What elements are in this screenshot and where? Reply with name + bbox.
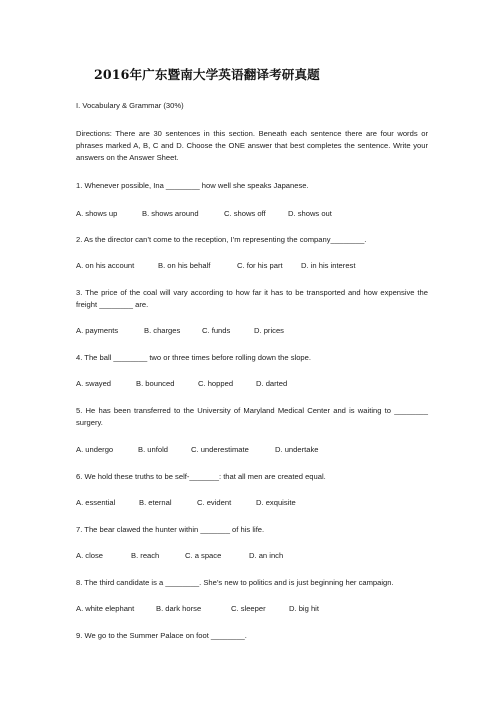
option-d: D. darted <box>256 379 288 388</box>
option-b: B. eternal <box>139 498 172 507</box>
option-d: D. in his interest <box>301 261 356 270</box>
directions-text: Directions: There are 30 sentences in this section. Beneath each sentence there are four words or phrases marked A, B, C and D. Choose the ONE answer that best completes the sentence. Write your answers on the Answer Sheet. <box>76 129 428 163</box>
question-1-options <box>76 209 332 218</box>
option-c: C. hopped <box>198 379 234 388</box>
question-4-stem: 4. The ball ________ two or three times before rolling down the slope. <box>76 353 311 362</box>
option-c: C. sleeper <box>231 604 266 613</box>
option-c: C. shows off <box>224 209 266 218</box>
option-c: C. funds <box>202 326 231 335</box>
option-a: A. undergo <box>76 445 114 454</box>
question-5-stem: 5. He has been transferred to the University of Maryland Medical Center and is waiting to ________ surgery. <box>76 406 428 428</box>
option-a: A. on his account <box>76 261 135 270</box>
question-8-stem: 8. The third candidate is a ________. She’s new to politics and is just beginning her campaign. <box>76 578 394 587</box>
option-a: A. white elephant <box>76 604 135 613</box>
question-3-options <box>76 326 284 335</box>
option-d: D. undertake <box>275 445 319 454</box>
question-7-stem: 7. The bear clawed the hunter within _______ of his life. <box>76 525 265 534</box>
question-7-options <box>76 551 283 560</box>
option-d: D. prices <box>254 326 284 335</box>
section-heading: I. Vocabulary & Grammar (30%) <box>76 101 184 110</box>
option-b: B. bounced <box>136 379 175 388</box>
question-3-stem: 3. The price of the coal will vary according to how far it has to be transported and how expensive the freight ________ are. <box>76 288 428 310</box>
option-b: B. on his behalf <box>158 261 211 270</box>
option-d: D. exquisite <box>256 498 296 507</box>
option-b: B. shows around <box>142 209 199 218</box>
question-8-options <box>76 604 319 613</box>
question-1-stem: 1. Whenever possible, Ina ________ how well she speaks Japanese. <box>76 181 309 190</box>
question-9-stem: 9. We go to the Summer Palace on foot ________. <box>76 631 247 640</box>
option-a: A. swayed <box>76 379 112 388</box>
option-c: C. evident <box>197 498 232 507</box>
option-c: C. a space <box>185 551 222 560</box>
question-6-stem: 6. We hold these truths to be self-_______: that all men are created equal. <box>76 472 326 481</box>
question-6-options <box>76 498 296 507</box>
question-5-options <box>76 445 318 454</box>
document-title: 2016年广东暨南大学英语翻译考研真题 <box>94 67 320 82</box>
option-a: A. essential <box>76 498 116 507</box>
option-d: D. big hit <box>289 604 319 613</box>
question-2-stem: 2. As the director can’t come to the reception, I’m representing the company________. <box>76 235 367 244</box>
option-b: B. charges <box>144 326 181 335</box>
question-4-options <box>76 379 287 388</box>
option-c: C. for his part <box>237 261 283 270</box>
option-a: A. shows up <box>76 209 118 218</box>
option-c: C. underestimate <box>191 445 249 454</box>
option-d: D. shows out <box>288 209 332 218</box>
question-2-options <box>76 261 355 270</box>
option-b: B. unfold <box>138 445 168 454</box>
option-a: A. close <box>76 551 104 560</box>
option-b: B. reach <box>131 551 160 560</box>
option-a: A. payments <box>76 326 119 335</box>
option-b: B. dark horse <box>156 604 202 613</box>
option-d: D. an inch <box>249 551 284 560</box>
